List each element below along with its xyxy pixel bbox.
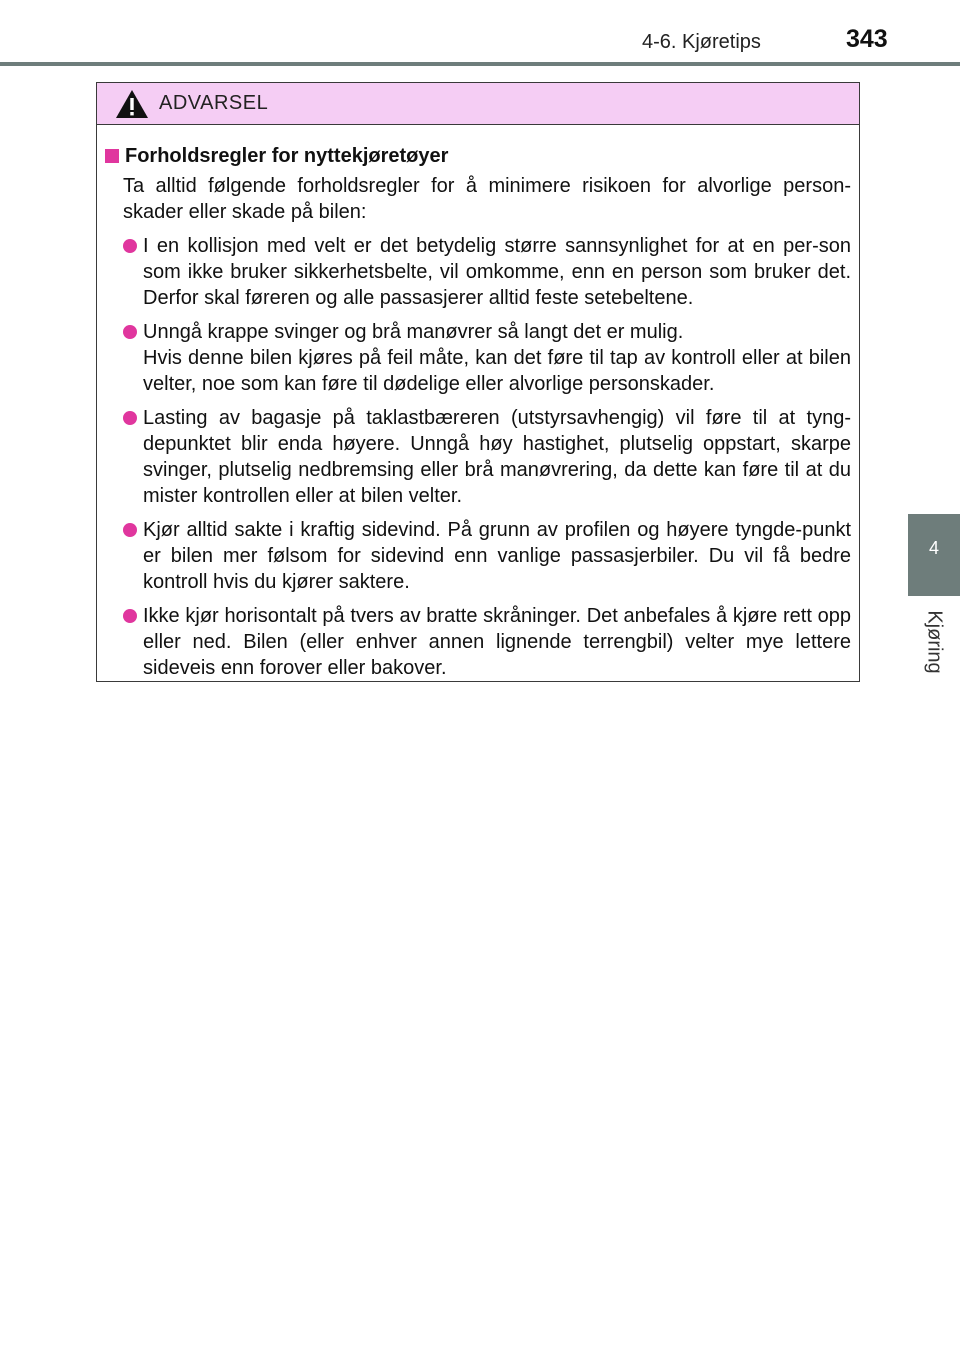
section-heading-text: Forholdsregler for nyttekjøretøyer — [125, 145, 449, 167]
circle-bullet-icon — [123, 411, 137, 425]
list-item-line: I en kollisjon med velt er det betydelig større sannsynlighet for at en per-son som ikke bruker sikkerhetsbelte, vil omkomme, enn en person som bruker det. Derfor skal føreren og alle passasjerer alltid feste setebeltene. — [143, 235, 851, 309]
warning-header — [97, 83, 859, 125]
list-item-text — [143, 233, 851, 311]
warning-body — [97, 125, 859, 681]
chapter-label: Kjøring — [923, 610, 946, 674]
section-title: 4-6. Kjøretips — [642, 31, 761, 53]
warning-triangle-icon — [115, 89, 149, 119]
list-item — [105, 319, 851, 397]
circle-bullet-icon — [123, 523, 137, 537]
section-heading — [105, 143, 851, 169]
circle-bullet-icon — [123, 239, 137, 253]
intro-text: Ta alltid følgende forholdsregler for å minimere risikoen for alvorlige person-skader eller skade på bilen: — [123, 175, 851, 223]
list-item — [105, 233, 851, 311]
warning-box — [96, 82, 860, 682]
square-bullet-icon — [105, 149, 119, 163]
header-divider — [0, 62, 960, 66]
list-item-text — [143, 319, 851, 397]
list-item — [105, 603, 851, 681]
circle-bullet-icon — [123, 609, 137, 623]
list-item-text — [143, 603, 851, 681]
warning-title: ADVARSEL — [159, 92, 269, 114]
circle-bullet-icon — [123, 325, 137, 339]
list-item — [105, 517, 851, 595]
list-item-line: Unngå krappe svinger og brå manøvrer så langt det er mulig. — [143, 321, 684, 343]
chapter-number: 4 — [928, 538, 939, 558]
list-item — [105, 405, 851, 509]
list-item-line: Kjør alltid sakte i kraftig sidevind. På grunn av profilen og høyere tyngde-punkt er bilen mer følsom for sidevind enn vanlige passasjerbiler. Du vil få bedre kontroll hvis du kjører saktere. — [143, 519, 851, 593]
list-item-line: Hvis denne bilen kjøres på feil måte, kan det føre til tap av kontroll eller at bilen velter, noe som kan føre til dødelige eller alvorlige personskader. — [143, 347, 851, 395]
list-item-line: Lasting av bagasje på taklastbæreren (utstyrsavhengig) vil føre til at tyng-depunktet blir enda høyere. Unngå høy hastighet, plutselig oppstart, skarpe svinger, plutselig nedbremsing eller brå manøvrering, da dette kan føre til at du mister kontrollen eller at bilen velter. — [143, 407, 851, 507]
list-item-text — [143, 405, 851, 509]
list-item-line: Ikke kjør horisontalt på tvers av bratte skråninger. Det anbefales å kjøre rett opp eller ned. Bilen (eller enhver annen lignende terrengbil) velter mye lettere sideveis enn forover eller bakover. — [143, 605, 851, 679]
page-number: 343 — [846, 25, 888, 53]
list-item-text — [143, 517, 851, 595]
